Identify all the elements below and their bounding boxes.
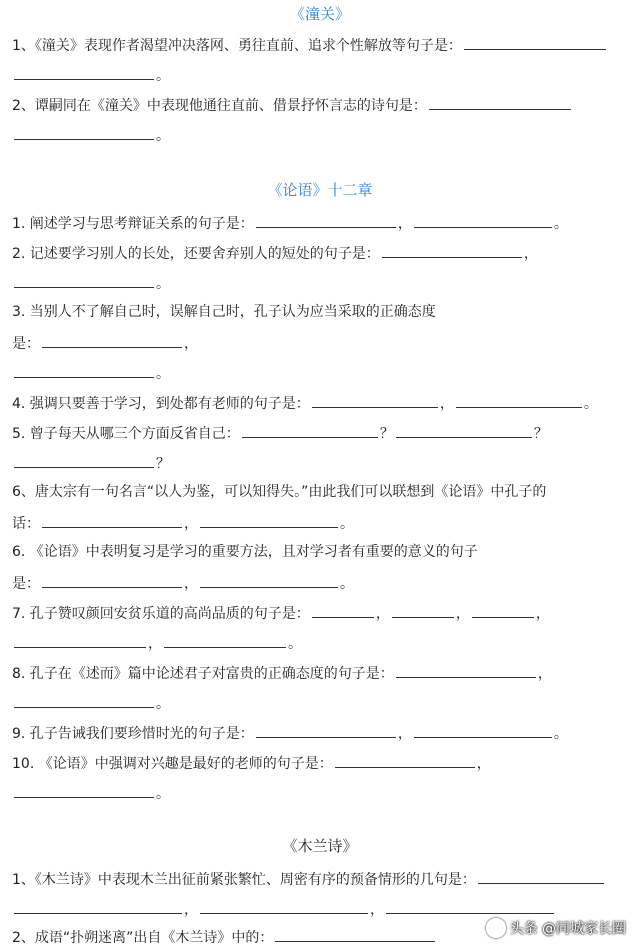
question-line	[12, 34, 628, 56]
answer-blank[interactable]	[42, 572, 182, 588]
answer-blank[interactable]	[396, 662, 536, 678]
question-line	[12, 64, 628, 86]
answer-blank[interactable]	[275, 926, 435, 942]
comma-mark: ，	[523, 246, 538, 262]
question-text: 1、《木兰诗》中表现木兰出征前紧张繁忙、周密有序的预备情形的几句是：	[12, 872, 476, 888]
question-line	[12, 898, 628, 920]
answer-blank[interactable]	[200, 898, 368, 914]
question-mark: ？	[379, 426, 394, 442]
answer-blank[interactable]	[396, 422, 532, 438]
answer-blank[interactable]	[200, 572, 338, 588]
answer-blank[interactable]	[456, 392, 582, 408]
answer-blank[interactable]	[14, 782, 154, 798]
comma-mark: ，	[375, 606, 390, 622]
period-mark: 。	[553, 726, 568, 742]
answer-blank[interactable]	[14, 272, 154, 288]
comma-mark: ，	[397, 216, 412, 232]
question-line	[12, 752, 628, 774]
question-line	[12, 242, 628, 264]
question-mark: ？	[533, 426, 548, 442]
period-mark: 。	[156, 696, 170, 712]
answer-blank[interactable]	[42, 332, 182, 348]
comma-mark: ，	[184, 336, 198, 352]
question-text: 2、谭嗣同在《潼关》中表现他通往直前、借景抒怀言志的诗句是：	[12, 98, 427, 114]
answer-blank[interactable]	[256, 722, 396, 738]
comma-mark: ，	[535, 606, 550, 622]
question-line	[12, 632, 628, 654]
question-text: 2. 记述要学习别人的长处，还要舍弃别人的短处的句子是：	[12, 246, 380, 262]
question-line	[12, 482, 628, 502]
answer-blank[interactable]	[164, 632, 286, 648]
question-line	[12, 512, 628, 534]
question-text: 是：	[12, 336, 40, 352]
comma-mark: ，	[455, 606, 470, 622]
answer-blank[interactable]	[335, 752, 475, 768]
period-mark: 。	[156, 68, 170, 84]
question-line	[12, 392, 628, 414]
camera-icon	[486, 918, 506, 938]
period-mark: 。	[553, 216, 568, 232]
question-line	[12, 722, 628, 744]
answer-blank[interactable]	[14, 362, 154, 378]
section-title-lunyu: 《论语》十二章	[267, 181, 373, 199]
answer-blank[interactable]	[256, 212, 396, 228]
answer-blank[interactable]	[386, 898, 554, 914]
comma-mark: ，	[184, 576, 198, 592]
comma-mark: ，	[148, 636, 162, 652]
period-mark: 。	[288, 636, 302, 652]
answer-blank[interactable]	[392, 602, 454, 618]
question-line	[12, 124, 628, 146]
answer-blank[interactable]	[14, 452, 154, 468]
answer-blank[interactable]	[14, 124, 154, 140]
question-text: 6. 《论语》中表明复习是学习的重要方法，且对学习者有重要的意义的句子	[12, 544, 478, 560]
answer-blank[interactable]	[200, 512, 338, 528]
section-title-mulan: 《木兰诗》	[282, 837, 358, 855]
answer-blank[interactable]	[414, 722, 552, 738]
question-line	[12, 542, 628, 562]
answer-blank[interactable]	[464, 34, 606, 50]
period-mark: 。	[156, 276, 170, 292]
question-line	[12, 662, 628, 684]
period-mark: 。	[156, 128, 170, 144]
question-line	[12, 572, 628, 594]
question-line	[12, 868, 628, 890]
watermark-label: 头条 @同城家长圈	[509, 921, 626, 937]
period-mark: 。	[340, 576, 354, 592]
comma-mark: ，	[184, 516, 198, 532]
question-line	[12, 212, 628, 234]
question-text: 6、唐太宗有一句名言“以人为鉴，可以知得失。”由此我们可以联想到《论语》中孔子的	[12, 484, 547, 500]
question-text: 10. 《论语》中强调对兴趣是最好的老师的句子是：	[12, 756, 333, 772]
question-line	[12, 272, 628, 294]
question-line	[12, 302, 628, 322]
question-line	[12, 452, 628, 474]
question-line	[12, 94, 628, 116]
answer-blank[interactable]	[478, 868, 604, 884]
question-line	[12, 362, 628, 384]
comma-mark: ，	[184, 902, 198, 918]
question-line	[12, 602, 628, 624]
section-title-tongguan: 《潼关》	[289, 5, 350, 23]
answer-blank[interactable]	[14, 898, 182, 914]
answer-blank[interactable]	[312, 602, 374, 618]
watermark	[486, 918, 626, 938]
comma-mark: ，	[439, 396, 454, 412]
question-text: 1. 阐述学习与思考辩证关系的句子是：	[12, 216, 254, 232]
answer-blank[interactable]	[414, 212, 552, 228]
period-mark: 。	[340, 516, 354, 532]
question-text: 1、《潼关》表现作者渴望冲决落网、勇往直前、追求个性解放等句子是：	[12, 38, 462, 54]
question-text: 话：	[12, 516, 40, 532]
question-text: 4. 强调只要善于学习，到处都有老师的句子是：	[12, 396, 310, 412]
question-text: 3. 当别人不了解自己时，误解自己时，孔子认为应当采取的正确态度	[12, 304, 436, 320]
answer-blank[interactable]	[14, 64, 154, 80]
question-mark: ？	[156, 456, 170, 472]
question-line	[12, 692, 628, 714]
question-text: 7. 孔子赞叹颜回安贫乐道的高尚品质的句子是：	[12, 606, 310, 622]
comma-mark: ，	[370, 902, 384, 918]
question-text: 9. 孔子告诫我们要珍惜时光的句子是：	[12, 726, 254, 742]
question-text: 8. 孔子在《述而》篇中论述君子对富贵的正确态度的句子是：	[12, 666, 394, 682]
answer-blank[interactable]	[382, 242, 522, 258]
comma-mark: ，	[397, 726, 412, 742]
question-line	[12, 782, 628, 804]
answer-blank[interactable]	[242, 422, 378, 438]
answer-blank[interactable]	[14, 632, 146, 648]
answer-blank[interactable]	[42, 512, 182, 528]
question-text: 5. 曾子每天从哪三个方面反省自己：	[12, 426, 240, 442]
period-mark: 。	[583, 396, 598, 412]
answer-blank[interactable]	[429, 94, 571, 110]
question-line	[12, 332, 628, 354]
question-line	[12, 422, 628, 444]
answer-blank[interactable]	[312, 392, 438, 408]
answer-blank[interactable]	[14, 692, 154, 708]
period-mark: 。	[156, 786, 170, 802]
answer-blank[interactable]	[472, 602, 534, 618]
comma-mark: ，	[476, 756, 491, 772]
comma-mark: ，	[537, 666, 552, 682]
question-text: 是：	[12, 576, 40, 592]
question-text: 2、成语“扑朔迷离”出自《木兰诗》中的：	[12, 930, 274, 946]
period-mark: 。	[156, 366, 170, 382]
